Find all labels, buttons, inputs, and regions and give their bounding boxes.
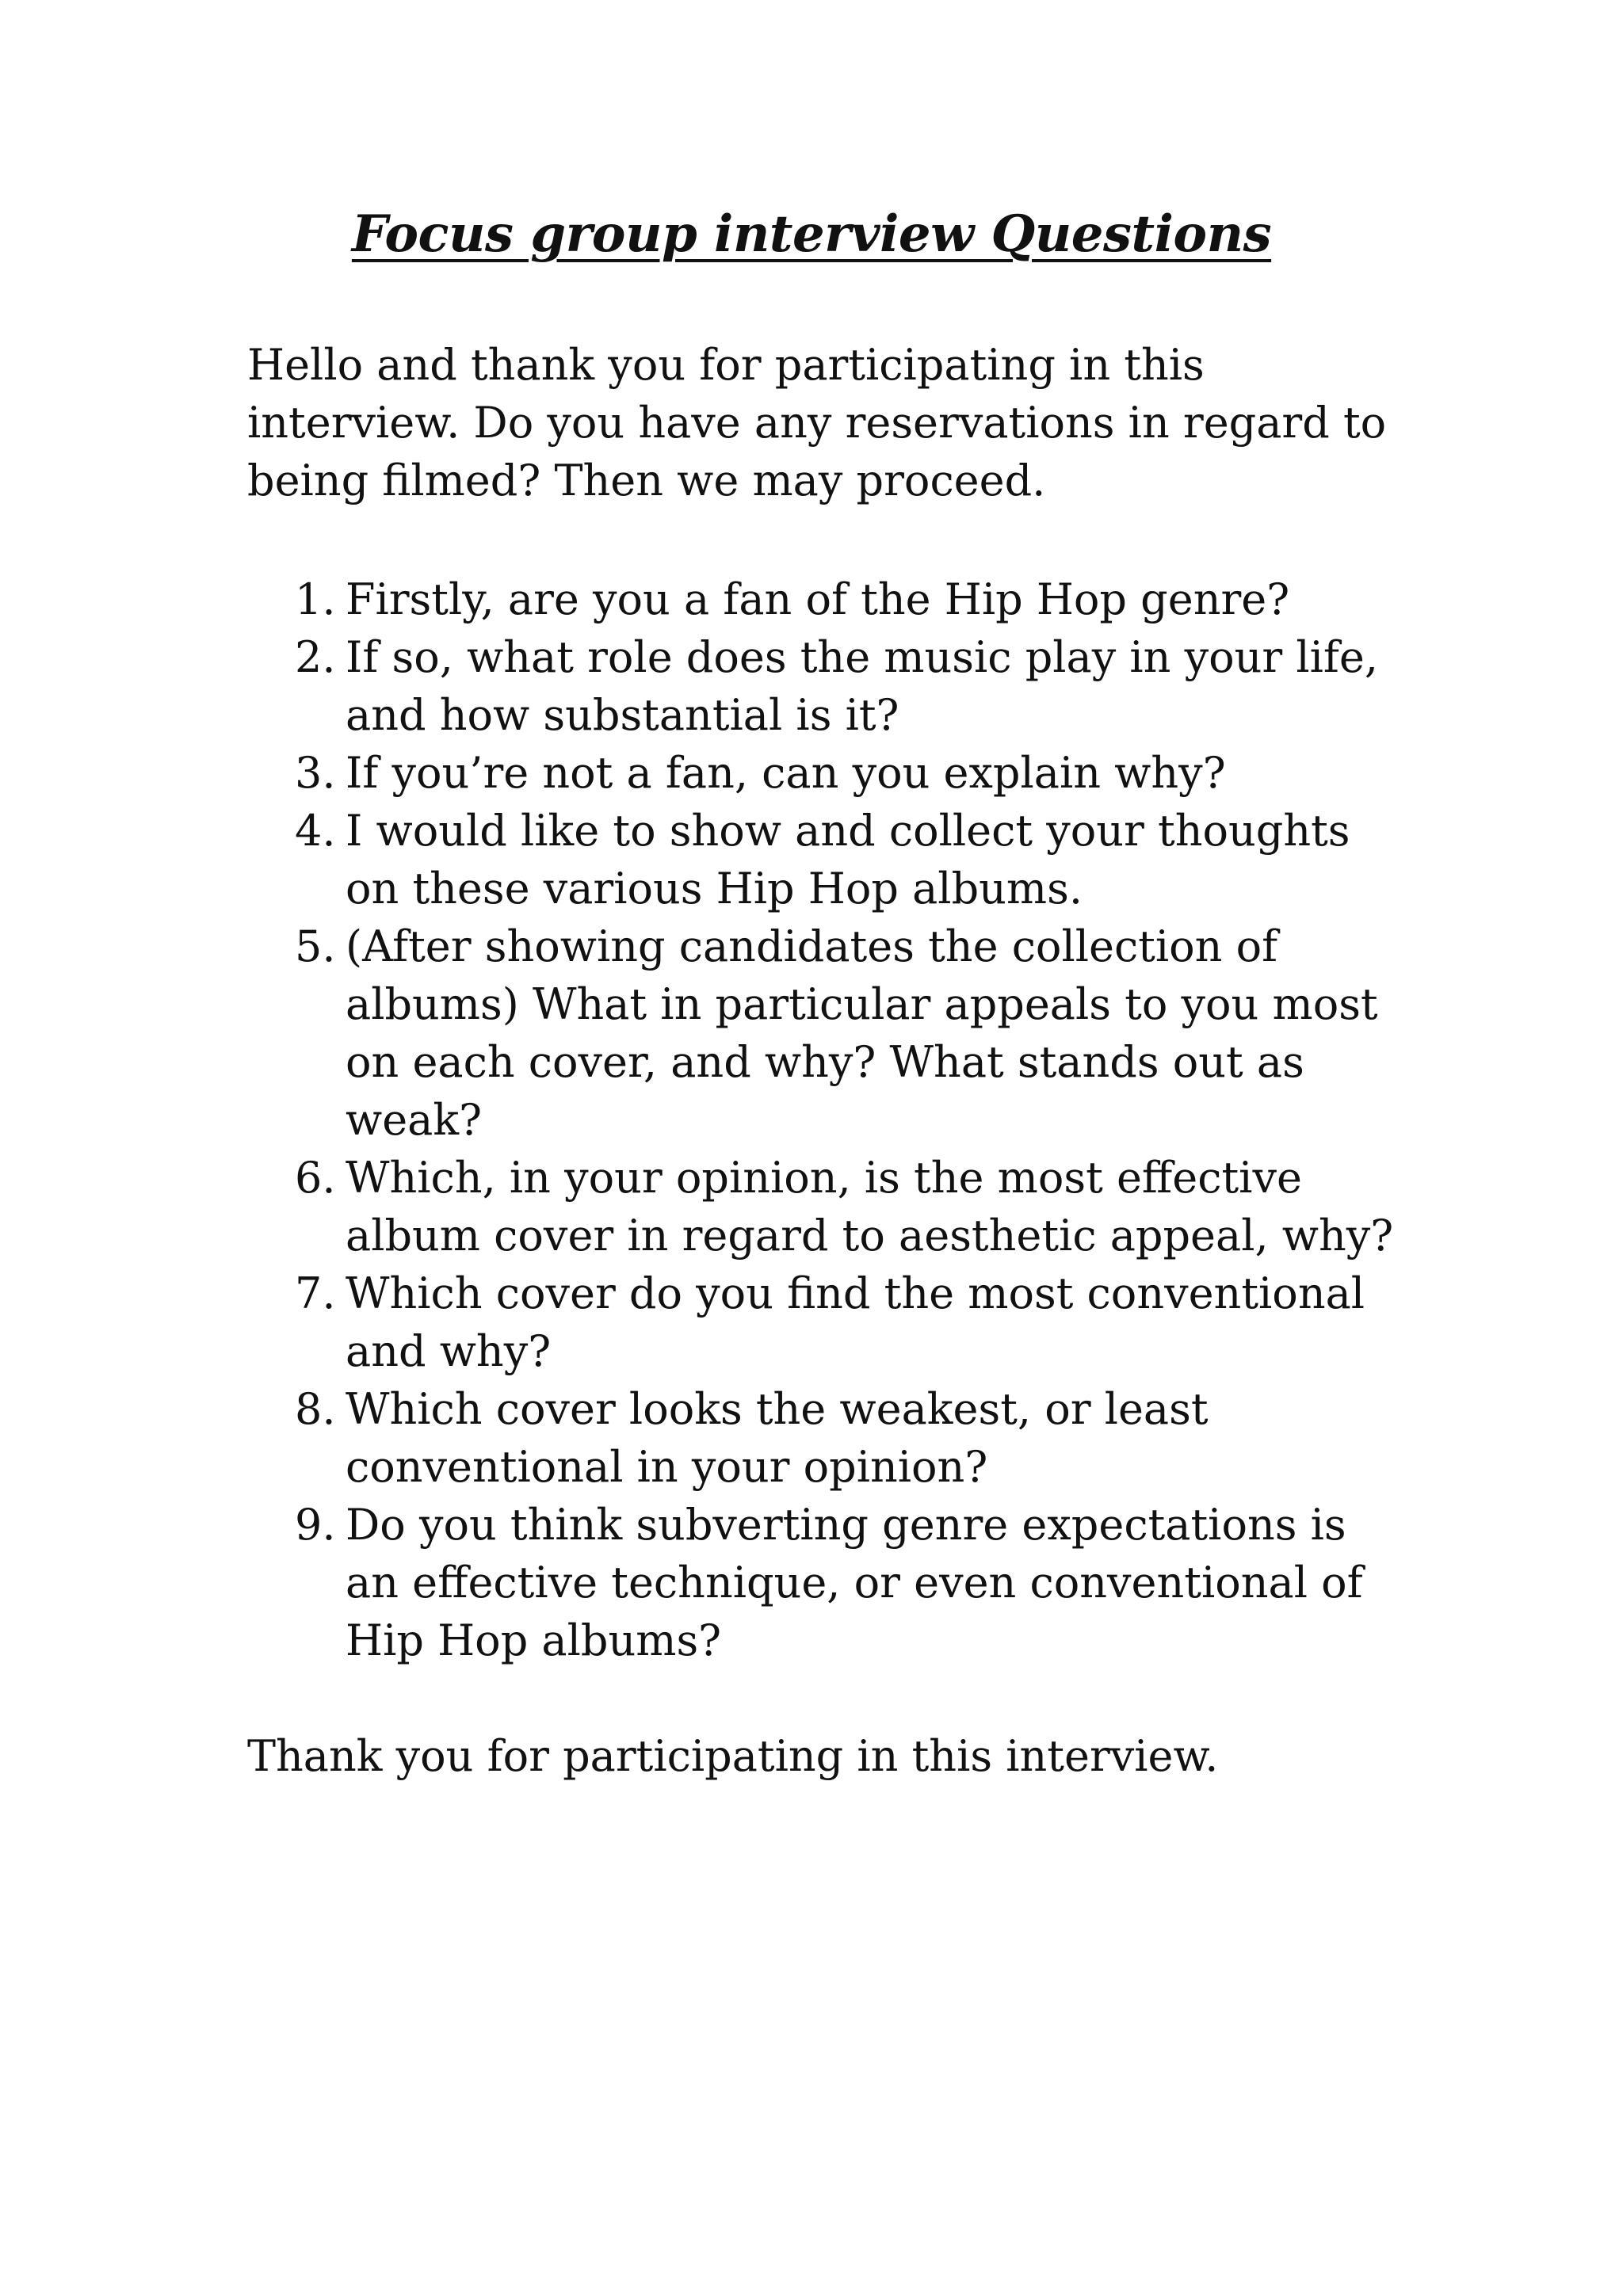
question-item [247, 1496, 1396, 1669]
question-number: 7. [295, 1268, 336, 1318]
document-title: Focus group interview Questions [351, 204, 1272, 264]
question-list [247, 570, 1396, 1669]
question-item [247, 570, 1396, 628]
question-text: (After showing candidates the collection of albums) What in particular appeals to you most on each cover, and why? What stands out as weak? [346, 921, 1378, 1145]
question-number: 6. [295, 1153, 336, 1203]
question-number: 5. [295, 921, 336, 971]
question-item [247, 1380, 1396, 1496]
question-text: Which cover do you find the most conventional and why? [346, 1268, 1365, 1376]
question-item [247, 917, 1396, 1149]
question-number: 8. [295, 1384, 336, 1434]
question-item [247, 1264, 1396, 1380]
question-number: 4. [295, 806, 336, 856]
intro-paragraph: Hello and thank you for participating in this interview. Do you have any reservations in regard to being filmed? Then we may proceed. [247, 340, 1387, 505]
question-number: 3. [295, 748, 336, 798]
question-item [247, 744, 1396, 802]
question-text: Do you think subverting genre expectations is an effective technique, or even conventional of Hip Hop albums? [346, 1500, 1363, 1665]
question-item [247, 802, 1396, 917]
question-text: If you’re not a fan, can you explain why? [346, 748, 1226, 798]
question-item [247, 628, 1396, 744]
question-text: Which, in your opinion, is the most effective album cover in regard to aesthetic appeal, why? [346, 1153, 1394, 1261]
question-text: Which cover looks the weakest, or least conventional in your opinion? [346, 1384, 1209, 1492]
question-number: 9. [295, 1500, 336, 1550]
closing-paragraph: Thank you for participating in this interview. [247, 1731, 1219, 1781]
question-item [247, 1149, 1396, 1264]
question-text: I would like to show and collect your thoughts on these various Hip Hop albums. [346, 806, 1350, 913]
question-number: 2. [295, 632, 336, 682]
question-number: 1. [295, 574, 336, 624]
question-text: Firstly, are you a fan of the Hip Hop genre? [346, 574, 1290, 624]
question-text: If so, what role does the music play in your life, and how substantial is it? [346, 632, 1379, 740]
